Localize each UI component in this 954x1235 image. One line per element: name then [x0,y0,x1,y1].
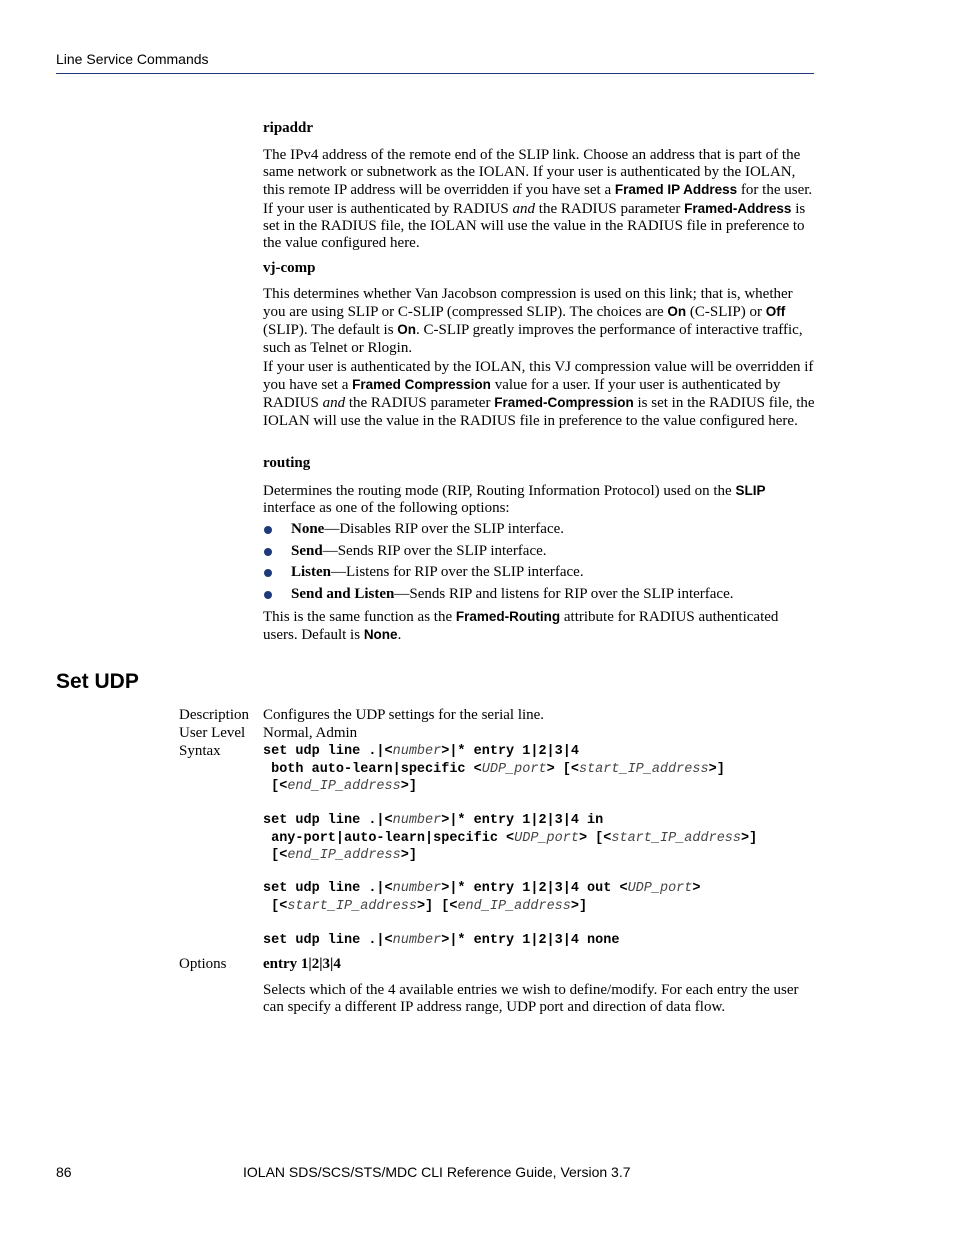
bullet-icon [264,526,272,534]
document-title: IOLAN SDS/SCS/STS/MDC CLI Reference Guide, Version 3.7 [243,1164,631,1180]
section-title: Set UDP [56,670,139,693]
bullet-icon [264,569,272,577]
vjcomp-term: vj-comp [263,260,316,276]
syntax-entry-out: set udp line .|<number>|* entry 1|2|3|4 out <UDP_port> [<start_IP_address>] [<end_IP_address>] [263,881,701,914]
bullet-icon [264,591,272,599]
routing-description: Determines the routing mode (RIP, Routing Information Protocol) used on the SLIP interface as one of the following options: [263,483,766,517]
entry-option-term: entry 1|2|3|4 [263,956,341,972]
syntax-entry-in: set udp line .|<number>|* entry 1|2|3|4 in any-port|auto-learn|specific <UDP_port> [<start_IP_address>] [<end_IP_address>] [263,813,758,863]
vjcomp-description: This determines whether Van Jacobson compression is used on this link; that is, whether you are using SLIP or C-SLIP (compressed SLIP). The choices are On (C-SLIP) or Off (SLIP). The default is On. C-SLIP greatly improves the performance of interactive traffic, such as Telnet or Rlogin. [263,286,803,356]
user-level-label: User Level [179,725,246,741]
running-header: Line Service Commands [56,51,209,67]
list-item: None—Disables RIP over the SLIP interface. [263,521,815,543]
page-number: 86 [56,1164,72,1180]
syntax-label: Syntax [179,743,221,759]
routing-options-list [263,521,815,607]
vjcomp-radius-note: If your user is authenticated by the IOLAN, this VJ compression value will be overridden if you have set a Framed Compression value for a user. If your user is authenticated by RADIUS and the RADIUS parameter Framed-Compression is set in the RADIUS file, the IOLAN will use the value in the RADIUS file in preference to the value configured here. [263,359,815,429]
options-label: Options [179,956,227,972]
routing-term: routing [263,455,311,471]
header-rule [56,73,814,74]
user-level-text: Normal, Admin [263,725,358,741]
list-item: Send—Sends RIP over the SLIP interface. [263,543,815,565]
description-text: Configures the UDP settings for the serial line. [263,707,545,723]
list-item: Listen—Listens for RIP over the SLIP interface. [263,564,815,586]
routing-default-note: This is the same function as the Framed-Routing attribute for RADIUS authenticated users. Default is None. [263,609,779,644]
description-label: Description [179,707,249,723]
syntax-entry-none: set udp line .|<number>|* entry 1|2|3|4 none [263,933,620,948]
ripaddr-description: The IPv4 address of the remote end of the SLIP link. Choose an address that is part of the same network or subnetwork as the IOLAN. If your user is authenticated by the IOLAN, this remote IP address will be overridden if you have set a Framed IP Address for the user. If your user is authenticated by RADIUS and the RADIUS parameter Framed-Address is set in the RADIUS file, the IOLAN will use the value in the RADIUS file in preference to the value configured here. [263,147,813,252]
ripaddr-term: ripaddr [263,120,314,136]
syntax-entry-both: set udp line .|<number>|* entry 1|2|3|4 both auto-learn|specific <UDP_port> [<start_IP_address>] [<end_IP_address>] [263,744,725,794]
entry-option-description: Selects which of the 4 available entries we wish to define/modify. For each entry the user can specify a different IP address range, UDP port and direction of data flow. [263,982,799,1016]
list-item: Send and Listen—Sends RIP and listens for RIP over the SLIP interface. [263,586,815,608]
bullet-icon [264,548,272,556]
